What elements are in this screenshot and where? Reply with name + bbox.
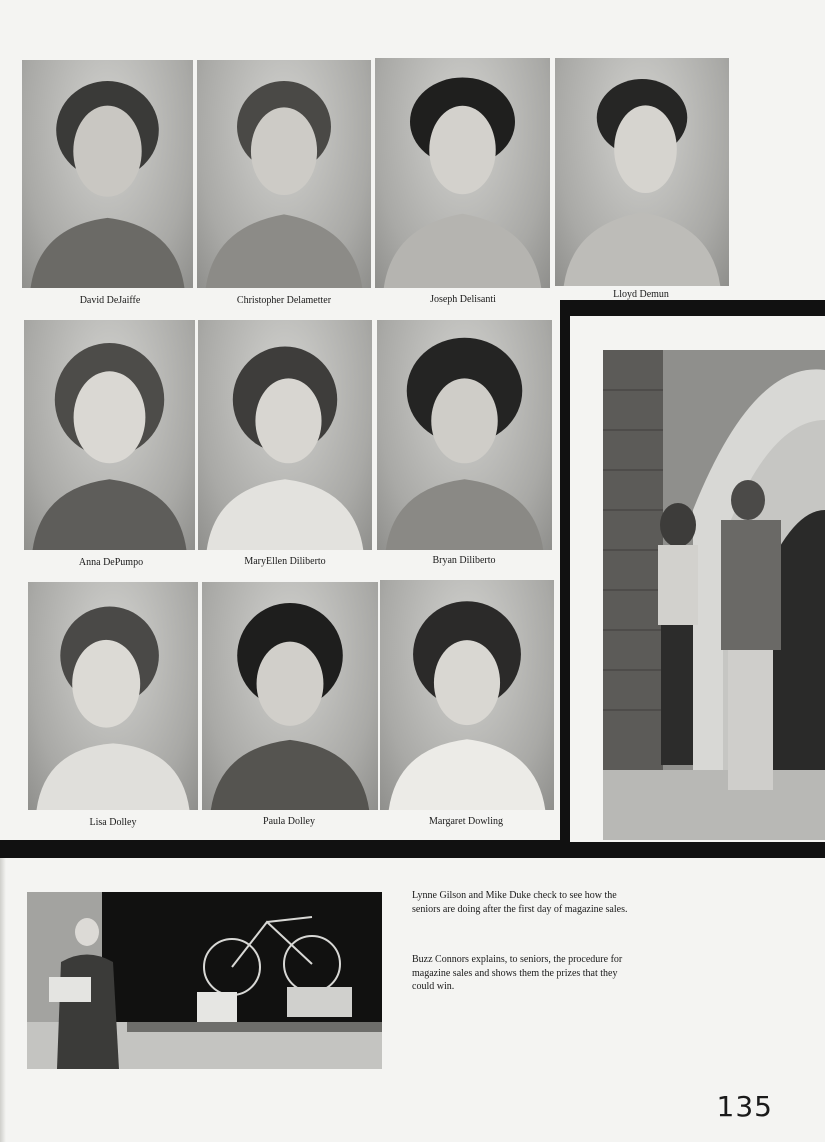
caption-magazine-sales-check: Lynne Gilson and Mike Duke check to see how the seniors are doing after the first day of magazine sales. [412, 890, 628, 915]
portrait-name: Bryan Diliberto [432, 555, 496, 566]
portrait-name: MaryEllen Diliberto [244, 556, 326, 567]
portrait-photo [198, 320, 372, 550]
portrait-name: Anna DePumpo [78, 557, 144, 568]
portrait-photo [555, 58, 729, 286]
portrait-name: Lisa Dolley [89, 817, 137, 828]
portrait-name: Paula Dolley [263, 816, 315, 827]
portrait-photo [24, 320, 195, 550]
portrait-photo [28, 582, 198, 810]
candid-photo-stage [27, 892, 382, 1069]
portrait-photo [202, 582, 378, 810]
portrait-photo [22, 60, 193, 288]
portrait-name: David DeJaiffe [79, 295, 141, 306]
portrait-photo [377, 320, 552, 550]
page-number: 135 [716, 1090, 773, 1123]
candid-photo-hallway [603, 350, 825, 840]
portrait-photo [380, 580, 554, 810]
portrait-photo [197, 60, 371, 288]
portrait-name: Joseph Delisanti [430, 294, 496, 305]
portrait-name: Margaret Dowling [429, 816, 503, 827]
caption-magazine-sales-procedure: Buzz Connors explains, to seniors, the procedure for magazine sales and shows them the prizes that they could win. [412, 954, 623, 992]
portrait-photo [375, 58, 550, 288]
portrait-name: Lloyd Demun [613, 289, 669, 300]
portrait-name: Christopher Delametter [236, 295, 332, 306]
